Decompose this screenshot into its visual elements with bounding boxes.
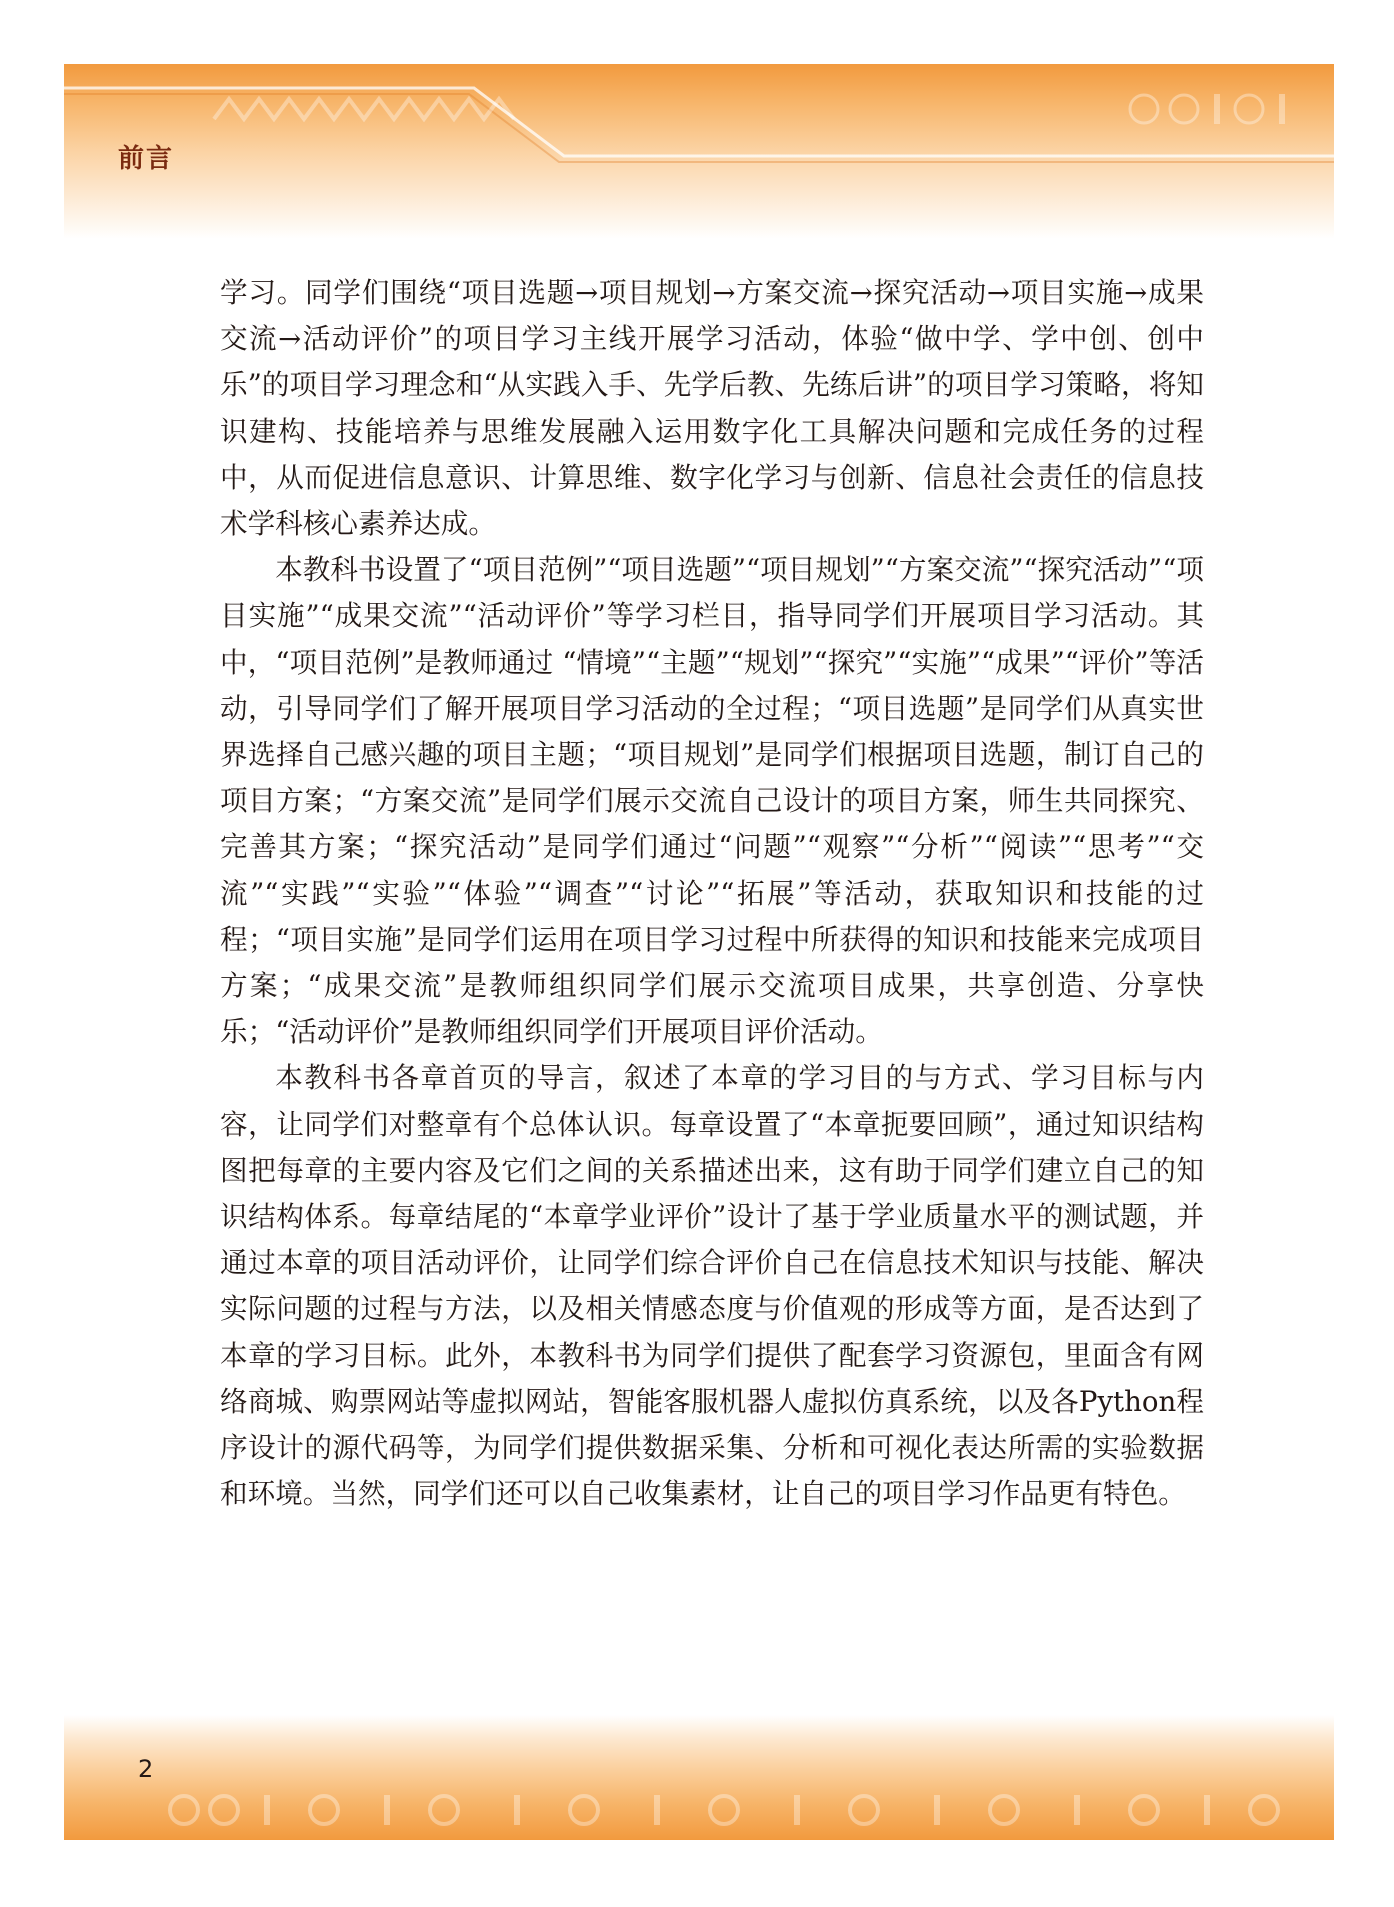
body-text bbox=[220, 270, 1204, 1517]
header-banner bbox=[64, 64, 1334, 239]
paragraph: 本教科书设置了“项目范例”“项目选题”“项目规划”“方案交流”“探究活动”“项目实施”“成果交流”“活动评价”等学习栏目，指导同学们开展项目学习活动。其中，“项目范例”是教师通过 “情境”“主题”“规划”“探究”“实施”“成果”“评价”等活动，引导同学们了解开展项目学习活动的全过程；“项目选题”是同学们从真实世界选择自己感兴趣的项目主题；“项目规划”是同学们根据项目选题，制订自己的项目方案；“方案交流”是同学们展示交流自己设计的项目方案，师生共同探究、完善其方案；“探究活动”是同学们通过“问题”“观察”“分析”“阅读”“思考”“交流”“实践”“实验”“体验”“调查”“讨论”“拓展”等活动，获取知识和技能的过程；“项目实施”是同学们运用在项目学习过程中所获得的知识和技能来完成项目方案；“成果交流”是教师组织同学们展示交流项目成果，共享创造、分享快乐；“活动评价”是教师组织同学们开展项目评价活动。 bbox=[220, 553, 1204, 1049]
section-label: 前言 bbox=[118, 144, 175, 174]
footer-banner bbox=[64, 1715, 1334, 1840]
header-decoration bbox=[64, 64, 1334, 239]
footer-decoration bbox=[64, 1715, 1334, 1840]
paragraph: 学习。同学们围绕“项目选题→项目规划→方案交流→探究活动→项目实施→成果交流→活动评价”的项目学习主线开展学习活动，体验“做中学、学中创、创中乐”的项目学习理念和“从实践入手、先学后教、先练后讲”的项目学习策略，将知识建构、技能培养与思维发展融入运用数字化工具解决问题和完成任务的过程中，从而促进信息意识、计算思维、数字化学习与创新、信息社会责任的信息技术学科核心素养达成。 bbox=[220, 276, 1204, 541]
page-number: 2 bbox=[138, 1755, 154, 1783]
paragraph: 本教科书各章首页的导言，叙述了本章的学习目的与方式、学习目标与内容，让同学们对整章有个总体认识。每章设置了“本章扼要回顾”，通过知识结构图把每章的主要内容及它们之间的关系描述出来，这有助于同学们建立自己的知识结构体系。每章结尾的“本章学业评价”设计了基于学业质量水平的测试题，并通过本章的项目活动评价，让同学们综合评价自己在信息技术知识与技能、解决实际问题的过程与方法，以及相关情感态度与价值观的形成等方面，是否达到了本章的学习目标。此外，本教科书为同学们提供了配套学习资源包，里面含有网络商城、购票网站等虚拟网站，智能客服机器人虚拟仿真系统，以及各Python程序设计的源代码等，为同学们提供数据采集、分析和可视化表达所需的实验数据和环境。当然，同学们还可以自己收集素材，让自己的项目学习作品更有特色。 bbox=[220, 1061, 1204, 1511]
